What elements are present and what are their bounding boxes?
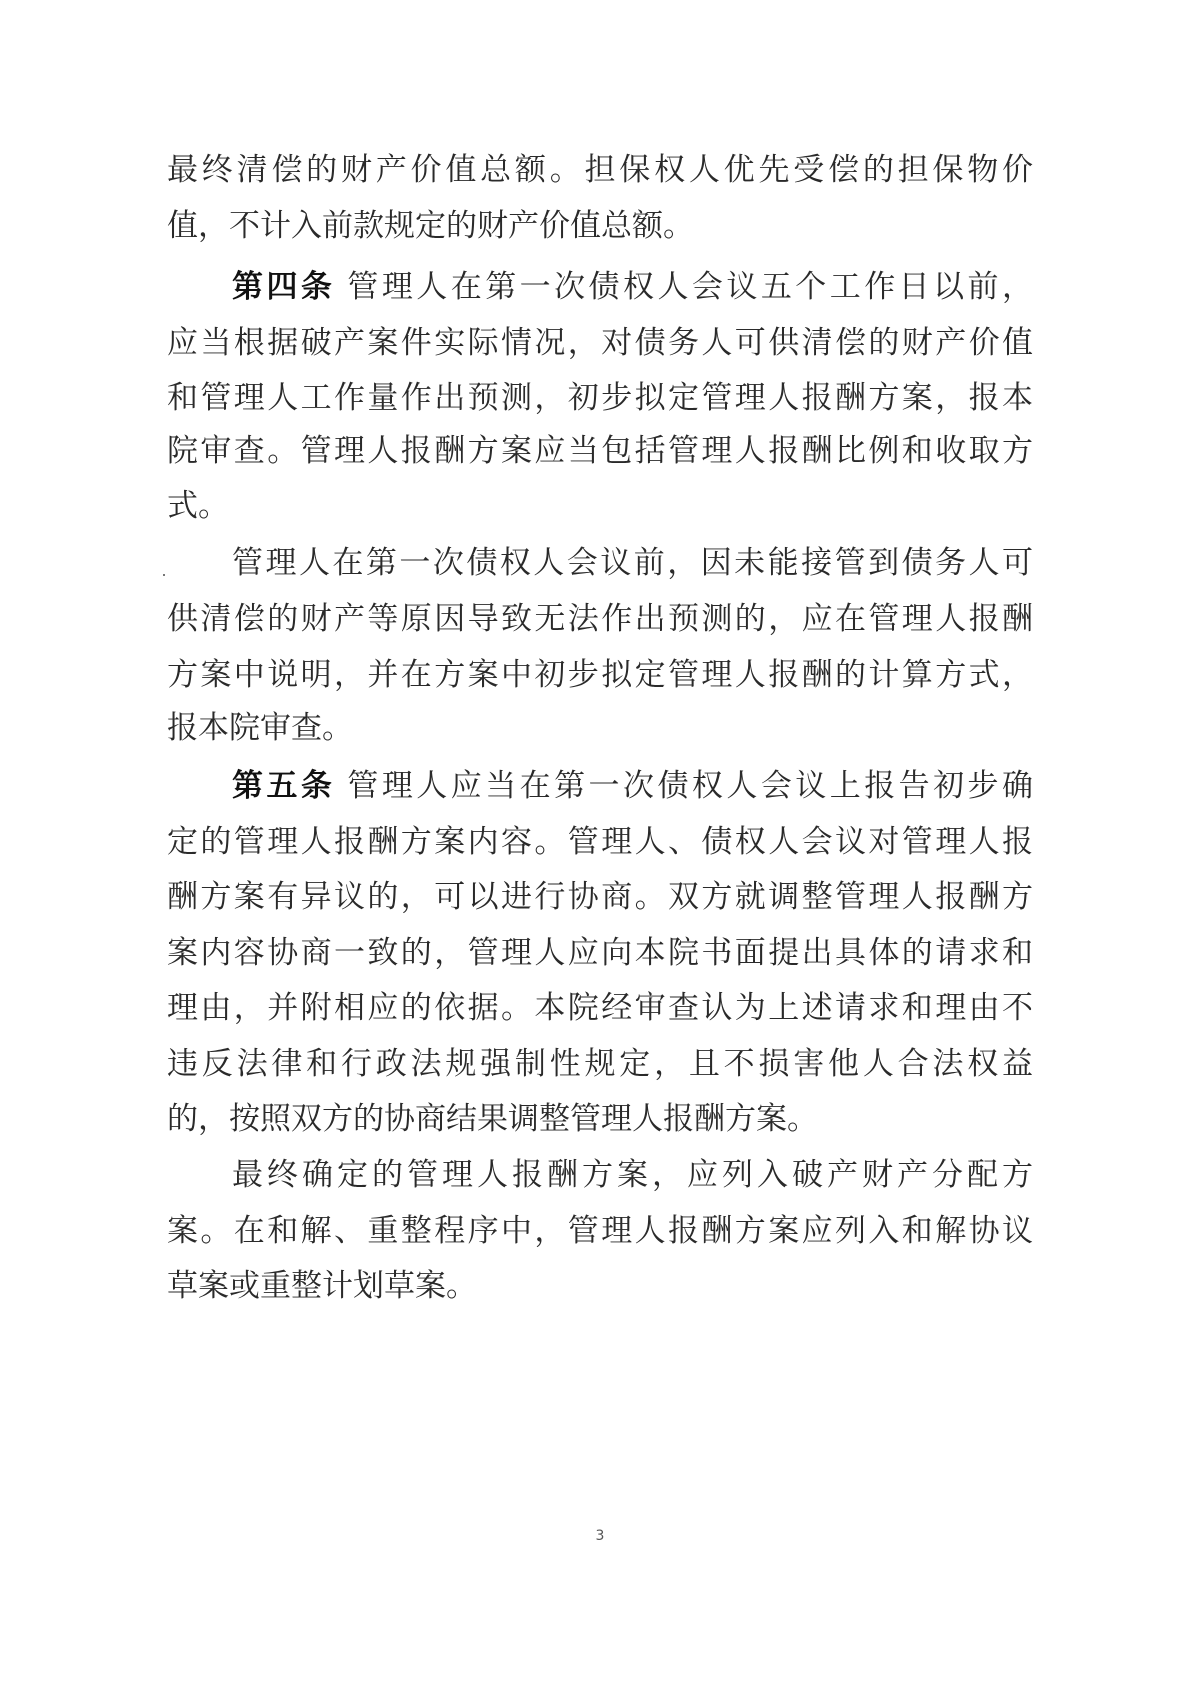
page-number: 3 [595, 1528, 605, 1544]
text-line: 最终清偿的财产价值总额。担保权人优先受偿的担保物价 [167, 152, 1033, 188]
text-line: 报本院审查。 [167, 710, 353, 746]
text-line: 式。 [167, 488, 229, 524]
text-line: 案。在和解、重整程序中，管理人报酬方案应列入和解协议 [167, 1213, 1033, 1249]
text-line: 违反法律和行政法规强制性规定，且不损害他人合法权益 [167, 1046, 1033, 1082]
text-line: 值，不计入前款规定的财产价值总额。 [167, 208, 694, 244]
text-span: 管理人应当在第一次债权人会议上报告初步确 [347, 768, 1033, 804]
text-line: 案内容协商一致的，管理人应向本院书面提出具体的请求和 [167, 935, 1033, 971]
article-5-label: 第五条 [232, 768, 336, 804]
text-line: 草案或重整计划草案。 [167, 1268, 477, 1304]
text-line: 院审查。管理人报酬方案应当包括管理人报酬比例和收取方 [167, 433, 1033, 469]
text-line: 酬方案有异议的，可以进行协商。双方就调整管理人报酬方 [167, 879, 1033, 915]
text-line: 定的管理人报酬方案内容。管理人、债权人会议对管理人报 [167, 824, 1033, 860]
text-line: 供清偿的财产等原因导致无法作出预测的，应在管理人报酬 [167, 601, 1033, 637]
text-line: 和管理人工作量作出预测，初步拟定管理人报酬方案，报本 [167, 380, 1033, 416]
text-line: 最终确定的管理人报酬方案，应列入破产财产分配方 [232, 1157, 1033, 1193]
article-4-label: 第四条 [232, 269, 336, 305]
text-line: 方案中说明，并在方案中初步拟定管理人报酬的计算方式， [167, 657, 1033, 693]
text-line: 的，按照双方的协商结果调整管理人报酬方案。 [167, 1101, 818, 1137]
text-span: 管理人在第一次债权人会议五个工作日以前， [347, 269, 1033, 305]
text-line: 理由，并附相应的依据。本院经审查认为上述请求和理由不 [167, 990, 1033, 1026]
text-line: 管理人在第一次债权人会议前，因未能接管到债务人可 [232, 545, 1033, 581]
scan-speck [163, 574, 165, 576]
article-5-first-line [232, 756, 1033, 816]
text-line: 应当根据破产案件实际情况，对债务人可供清偿的财产价值 [167, 325, 1033, 361]
article-4-first-line [232, 257, 1033, 317]
